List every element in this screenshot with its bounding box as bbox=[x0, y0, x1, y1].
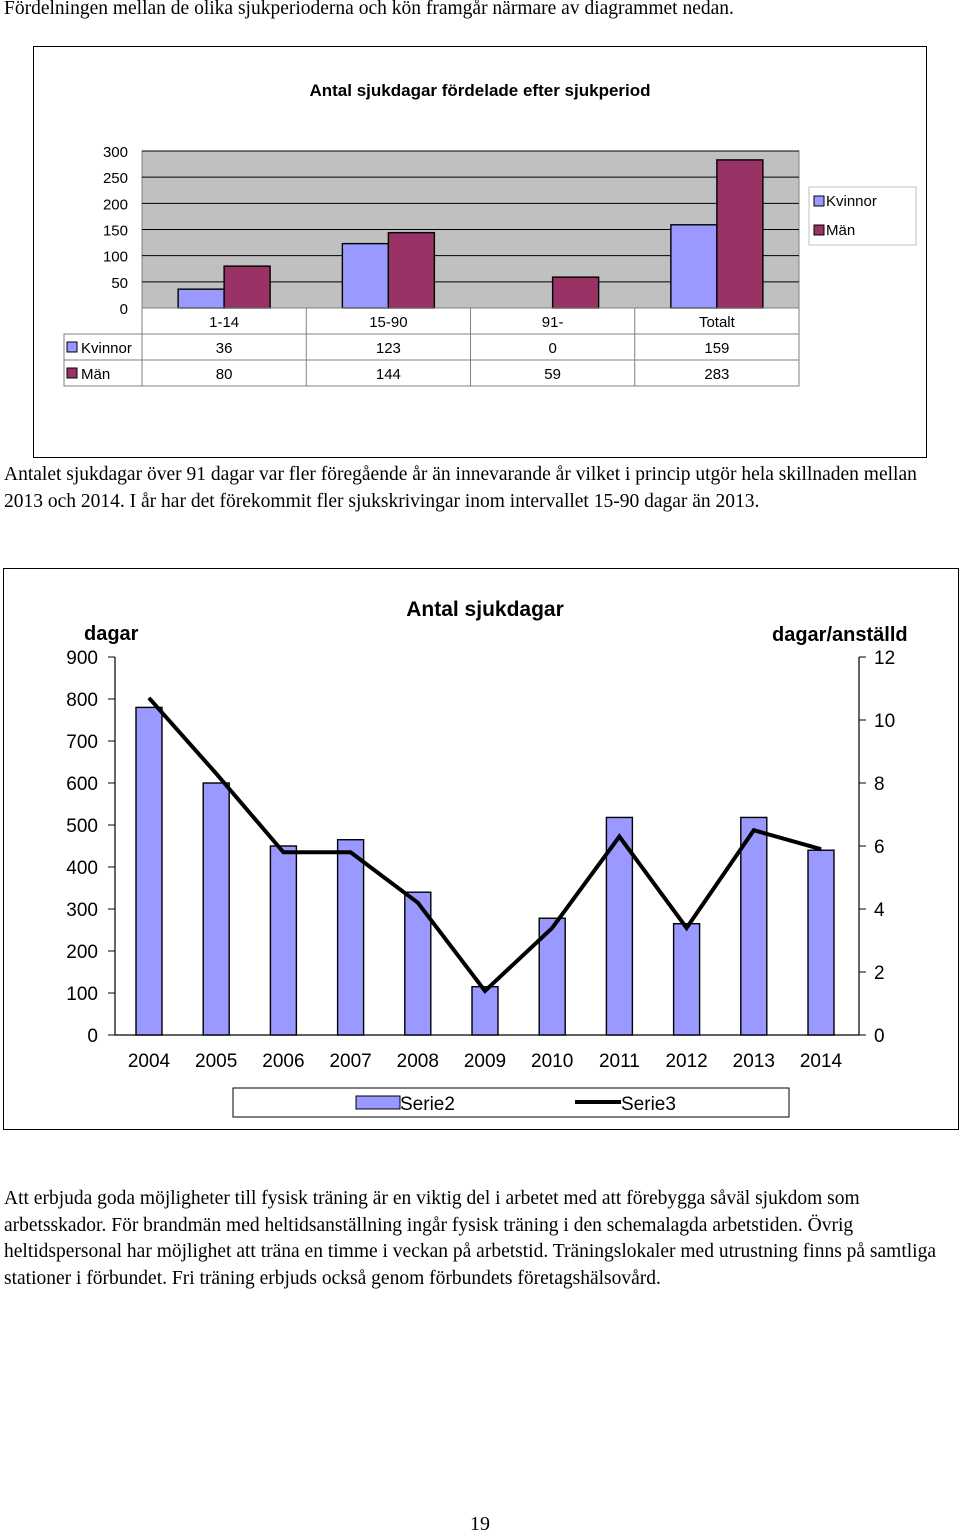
chart2-x-tick: 2010 bbox=[531, 1051, 574, 1072]
chart2-point-serie3 bbox=[149, 697, 150, 698]
chart2-point-serie3 bbox=[686, 927, 687, 928]
chart2-y2-tick: 4 bbox=[874, 900, 885, 921]
chart1-table-value: 36 bbox=[215, 340, 233, 357]
chart1-y-tick: 50 bbox=[111, 274, 128, 292]
chart1-category-label: 91- bbox=[541, 314, 564, 331]
chart2-y-tick: 300 bbox=[66, 900, 98, 921]
chart1-legend-key-kvinnor bbox=[814, 196, 824, 206]
chart1-bar-kvinnor bbox=[178, 289, 224, 308]
chart1-table-value: 123 bbox=[375, 340, 401, 357]
chart2-x-tick: 2012 bbox=[665, 1051, 708, 1072]
chart1-legend-label: Män bbox=[826, 222, 856, 239]
chart2-point-serie3 bbox=[485, 990, 486, 991]
chart2-y2-tick: 2 bbox=[874, 963, 885, 984]
chart2-y2-tick: 12 bbox=[874, 648, 896, 669]
chart2-point-serie3 bbox=[821, 849, 822, 850]
chart1-bar-man bbox=[224, 266, 270, 308]
chart1-y-tick: 250 bbox=[102, 170, 128, 188]
chart1-table-key-man bbox=[67, 368, 77, 378]
page-number: 19 bbox=[470, 1513, 490, 1535]
chart1-bar-man bbox=[553, 277, 599, 308]
intro-paragraph: Fördelningen mellan de olika sjukperioderna och kön framgår närmare av diagrammet nedan. bbox=[4, 0, 734, 19]
chart2-x-tick: 2007 bbox=[329, 1051, 372, 1072]
chart2-y-tick: 400 bbox=[66, 858, 98, 879]
chart1-table-value: 283 bbox=[704, 366, 730, 383]
chart2-title: Antal sjukdagar bbox=[406, 598, 564, 621]
paragraph-traning: Att erbjuda goda möjligheter till fysisk träning är en viktig del i arbetet med att förebygga såväl sjukdom som arbetsskador. För brandmän med heltidsanställning ingår fysisk träning i den schemalagda arbetstiden. Övrig heltidspersonal har möjlighet att träna en timme i veckan på arbetstid. Träningslokaler med utrustning finns på samtliga stationer i förbundet. Fri träning erbjuds också genom förbundets företagshälsovård. bbox=[4, 1188, 937, 1289]
chart2-x-tick: 2005 bbox=[195, 1051, 238, 1072]
chart2-bar-serie2 bbox=[674, 924, 700, 1035]
chart2-bar-serie2 bbox=[203, 783, 229, 1035]
chart2-point-serie3 bbox=[283, 852, 284, 853]
chart1-title: Antal sjukdagar fördelade efter sjukperiod bbox=[309, 81, 651, 100]
chart2-bar-serie2 bbox=[472, 987, 498, 1035]
chart2-line-serie3 bbox=[149, 698, 821, 991]
chart2-y-label: dagar bbox=[84, 623, 139, 645]
chart-antal-sjukdagar-svg bbox=[4, 569, 958, 1129]
chart1-category-label: 15-90 bbox=[369, 314, 408, 331]
chart2-y2-label: dagar/anställd bbox=[772, 624, 908, 646]
chart1-table-value: 0 bbox=[548, 340, 557, 357]
chart2-y-tick: 500 bbox=[66, 816, 98, 837]
chart1-y-tick: 100 bbox=[102, 248, 128, 266]
chart2-x-tick: 2004 bbox=[127, 1051, 171, 1072]
chart1-bar-man bbox=[388, 233, 434, 308]
chart2-y-tick: 200 bbox=[66, 942, 98, 963]
chart1-table-key-kvinnor bbox=[67, 342, 77, 352]
paragraph-sjukdagar: Antalet sjukdagar över 91 dagar var fler föregående år än innevarande år vilket i princip utgör hela skillnaden mellan 2013 och 2014. I år har det förekommit fler sjukskrivingar inom intervallet 15-90 dagar än 2013. bbox=[4, 464, 917, 512]
chart-antal-sjukdagar bbox=[3, 568, 959, 1130]
chart1-y-tick: 0 bbox=[119, 301, 128, 318]
chart1-table-value: 144 bbox=[375, 366, 401, 383]
chart2-point-serie3 bbox=[619, 836, 620, 837]
chart2-x-tick: 2014 bbox=[799, 1051, 843, 1072]
chart2-bar-serie2 bbox=[741, 817, 767, 1035]
chart2-legend-box bbox=[233, 1088, 789, 1117]
chart1-table-value: 159 bbox=[704, 340, 730, 357]
chart2-y2-tick: 6 bbox=[874, 837, 885, 858]
chart2-point-serie3 bbox=[216, 773, 217, 774]
chart2-point-serie3 bbox=[753, 830, 754, 831]
chart2-bar-serie2 bbox=[338, 840, 364, 1035]
chart2-y-tick: 700 bbox=[66, 732, 98, 753]
chart-sjukperiod bbox=[33, 46, 927, 458]
chart2-y-tick: 800 bbox=[66, 690, 98, 711]
chart1-bar-kvinnor bbox=[342, 244, 388, 308]
chart2-y-tick: 100 bbox=[66, 984, 98, 1005]
chart1-y-tick: 300 bbox=[102, 144, 128, 161]
chart2-y2-tick: 0 bbox=[874, 1026, 885, 1047]
chart1-category-label: Totalt bbox=[698, 314, 735, 331]
chart2-x-tick: 2006 bbox=[262, 1051, 305, 1072]
chart2-bar-serie2 bbox=[270, 846, 296, 1035]
chart1-legend-key-man bbox=[814, 225, 824, 235]
chart2-y-tick: 900 bbox=[66, 648, 98, 669]
chart1-bar-man bbox=[717, 160, 763, 308]
chart1-y-tick: 200 bbox=[102, 196, 128, 214]
chart2-y-tick: 600 bbox=[66, 774, 98, 795]
chart2-y2-tick: 8 bbox=[874, 774, 885, 795]
chart2-point-serie3 bbox=[350, 852, 351, 853]
chart1-table-series-label: Kvinnor bbox=[81, 340, 132, 357]
chart2-point-serie3 bbox=[417, 902, 418, 903]
chart2-legend-label: Serie3 bbox=[621, 1094, 676, 1115]
chart2-x-tick: 2013 bbox=[732, 1051, 775, 1072]
chart2-point-serie3 bbox=[552, 927, 553, 928]
chart1-table-value: 59 bbox=[544, 366, 561, 383]
chart1-table-series-label: Män bbox=[81, 366, 111, 383]
chart2-legend-label: Serie2 bbox=[400, 1094, 455, 1115]
chart2-y2-tick: 10 bbox=[874, 711, 896, 732]
chart1-table-value: 80 bbox=[215, 366, 233, 383]
chart2-bar-serie2 bbox=[136, 707, 162, 1035]
chart2-legend-key-serie2 bbox=[356, 1096, 400, 1109]
chart-sjukperiod-svg bbox=[34, 47, 926, 457]
chart1-legend-label: Kvinnor bbox=[826, 193, 877, 210]
chart2-x-tick: 2011 bbox=[598, 1051, 640, 1072]
chart1-bar-kvinnor bbox=[671, 225, 717, 308]
chart2-x-tick: 2009 bbox=[463, 1051, 507, 1072]
chart1-category-label: 1-14 bbox=[209, 314, 240, 331]
chart2-bar-serie2 bbox=[808, 850, 834, 1035]
chart2-x-tick: 2008 bbox=[396, 1051, 439, 1072]
chart1-y-tick: 150 bbox=[102, 222, 128, 240]
chart2-y-tick: 0 bbox=[87, 1026, 98, 1047]
